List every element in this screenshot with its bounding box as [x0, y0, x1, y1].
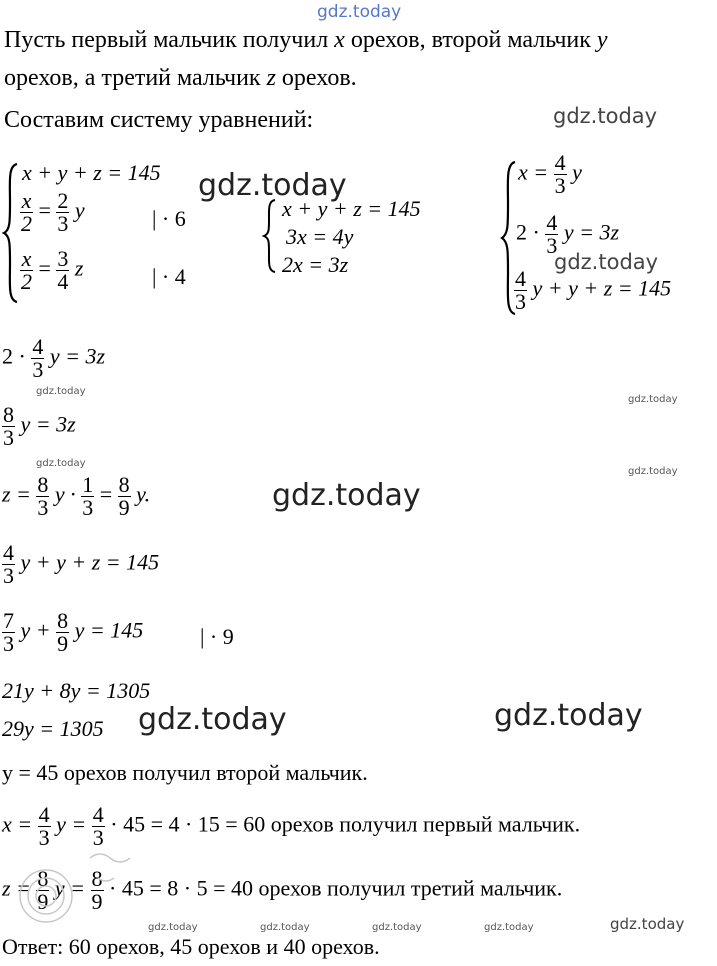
denominator: 3 [92, 825, 104, 850]
watermark: gdz.today [372, 922, 422, 933]
watermark: gdz.today [610, 915, 685, 933]
numerator: 1 [82, 472, 94, 497]
fraction [554, 152, 567, 197]
step-1 [2, 336, 105, 381]
variable: y [74, 197, 85, 223]
watermark: gdz.today [484, 922, 534, 933]
denominator: 2 [21, 269, 32, 294]
denominator: 3 [38, 825, 50, 850]
post: y = 3z [20, 411, 76, 437]
numerator: 7 [3, 608, 14, 633]
pre: z = [2, 481, 31, 507]
fraction [56, 248, 69, 293]
watermark: gdz.today [36, 458, 86, 469]
denominator: 3 [3, 563, 14, 588]
equation: x + y + z = 145 [22, 160, 161, 185]
denominator: 3 [57, 211, 69, 236]
numerator: 8 [118, 472, 130, 497]
denominator: 9 [91, 889, 103, 914]
denominator: 3 [3, 631, 14, 656]
numerator: 4 [515, 266, 526, 291]
fraction [36, 474, 49, 519]
step-6: 21y + 8y = 1305 [2, 678, 151, 703]
var-z: z [266, 65, 276, 91]
system3-eq2 [516, 212, 619, 257]
numerator: 8 [37, 866, 49, 891]
variable: z [74, 255, 84, 281]
watermark-seal-icon [10, 838, 150, 938]
system1-eq2-mult: | · 6 [152, 206, 186, 231]
rest: y = 3z [563, 219, 619, 245]
step-5 [2, 610, 143, 655]
watermark: gdz.today [554, 250, 659, 274]
numerator: x [21, 246, 32, 271]
numerator: 4 [554, 150, 566, 175]
numerator: 4 [3, 540, 14, 565]
mid: y · [54, 481, 76, 507]
system1-eq2: $\frac{x}{2}$ = $\frac{2}{3}$ y [21, 188, 85, 236]
intro-line-3: Составим систему уравнений: [4, 107, 314, 133]
system3-eq3 [514, 268, 671, 313]
intro-line-1 [4, 26, 608, 54]
system3-eq1 [518, 152, 582, 197]
step-2 [2, 404, 76, 449]
numerator: 4 [546, 210, 558, 235]
intro-text: орехов. [275, 65, 357, 91]
system2-brace [262, 198, 278, 274]
watermark: gdz.today [628, 466, 678, 477]
pre: z = [2, 875, 31, 901]
denominator: 3 [37, 495, 49, 520]
fraction [20, 248, 33, 293]
var-x: x [334, 27, 345, 53]
denominator: 2 [21, 211, 32, 236]
numerator: 8 [37, 472, 49, 497]
numerator: 4 [92, 802, 104, 827]
mid: y = [54, 875, 86, 901]
watermark: gdz.today [628, 394, 678, 405]
system1-brace [2, 162, 20, 304]
step-7: 29y = 1305 [2, 716, 104, 741]
lhs: 2 · [516, 219, 540, 245]
post: y = 3z [49, 343, 105, 369]
denominator: 3 [82, 495, 94, 520]
fraction [56, 190, 69, 235]
watermark: gdz.today [553, 104, 658, 128]
post: y + y + z = 145 [20, 549, 160, 575]
fraction [514, 268, 527, 313]
intro-text: Пусть первый мальчик получил [4, 27, 335, 53]
post: · 45 = 8 · 5 = 40 орехов получил третий мальчик. [109, 875, 563, 901]
fraction [81, 474, 94, 519]
denominator: 9 [57, 631, 69, 656]
numerator: 4 [38, 802, 50, 827]
denominator: 4 [57, 269, 69, 294]
numerator: 2 [57, 188, 69, 213]
pre: x = [2, 811, 33, 837]
system1-eq3-mult: | · 4 [152, 264, 186, 289]
fraction [118, 474, 131, 519]
numerator: 8 [57, 608, 69, 633]
answer: Ответ: 60 орехов, 45 орехов и 40 орехов. [2, 934, 380, 959]
watermark: gdz.today [148, 922, 198, 933]
header-watermark: gdz.today [317, 2, 402, 22]
post: · 45 = 4 · 15 = 60 орехов получил первый мальчик. [110, 811, 581, 837]
numerator: 4 [32, 334, 44, 359]
step-3 [2, 474, 150, 519]
fraction [2, 542, 15, 587]
denominator: 3 [554, 173, 566, 198]
denominator: 9 [118, 495, 130, 520]
fraction [56, 610, 69, 655]
denominator: 3 [515, 289, 526, 314]
lhs: x = [518, 159, 549, 185]
post: y = 145 [74, 617, 144, 643]
numerator: 3 [57, 246, 69, 271]
watermark: gdz.today [272, 478, 421, 513]
fraction [31, 336, 44, 381]
numerator: x [21, 188, 32, 213]
watermark: gdz.today [198, 168, 347, 203]
denominator: 3 [546, 233, 558, 258]
system1-eq1 [22, 160, 161, 186]
post: y. [136, 481, 151, 507]
rest: y + y + z = 145 [532, 275, 672, 301]
intro-text: орехов, второй мальчик [344, 27, 597, 53]
system1-eq3: $\frac{x}{2}$ = $\frac{3}{4}$ z [21, 246, 84, 294]
watermark: gdz.today [138, 702, 287, 737]
mid: y = [56, 811, 87, 837]
intro-line-2 [4, 64, 357, 92]
denominator: 3 [3, 425, 14, 450]
system2-eq3: 2x = 3z [282, 252, 349, 277]
var-y: y [596, 27, 608, 53]
fraction [2, 610, 15, 655]
numerator: 8 [3, 402, 14, 427]
variable: y [572, 159, 582, 185]
numerator: 8 [91, 866, 103, 891]
denominator: 3 [32, 357, 44, 382]
intro-text: орехов, а третий мальчик [4, 65, 267, 91]
equals: = [99, 481, 113, 507]
watermark: gdz.today [494, 698, 643, 733]
watermark: gdz.today [36, 386, 86, 397]
fraction [545, 212, 558, 257]
step-4 [2, 542, 159, 587]
watermark: gdz.today [260, 922, 310, 933]
fraction [20, 190, 33, 235]
step-5-mult: | · 9 [200, 624, 234, 649]
pre: 2 · [2, 343, 26, 369]
system2-eq2: 3x = 4y [286, 224, 354, 249]
step-8: y = 45 орехов получил второй мальчик. [2, 760, 368, 785]
system2-eq1: x + y + z = 145 [282, 196, 421, 221]
denominator: 9 [37, 889, 49, 914]
fraction [2, 404, 15, 449]
mid: y + [20, 617, 51, 643]
